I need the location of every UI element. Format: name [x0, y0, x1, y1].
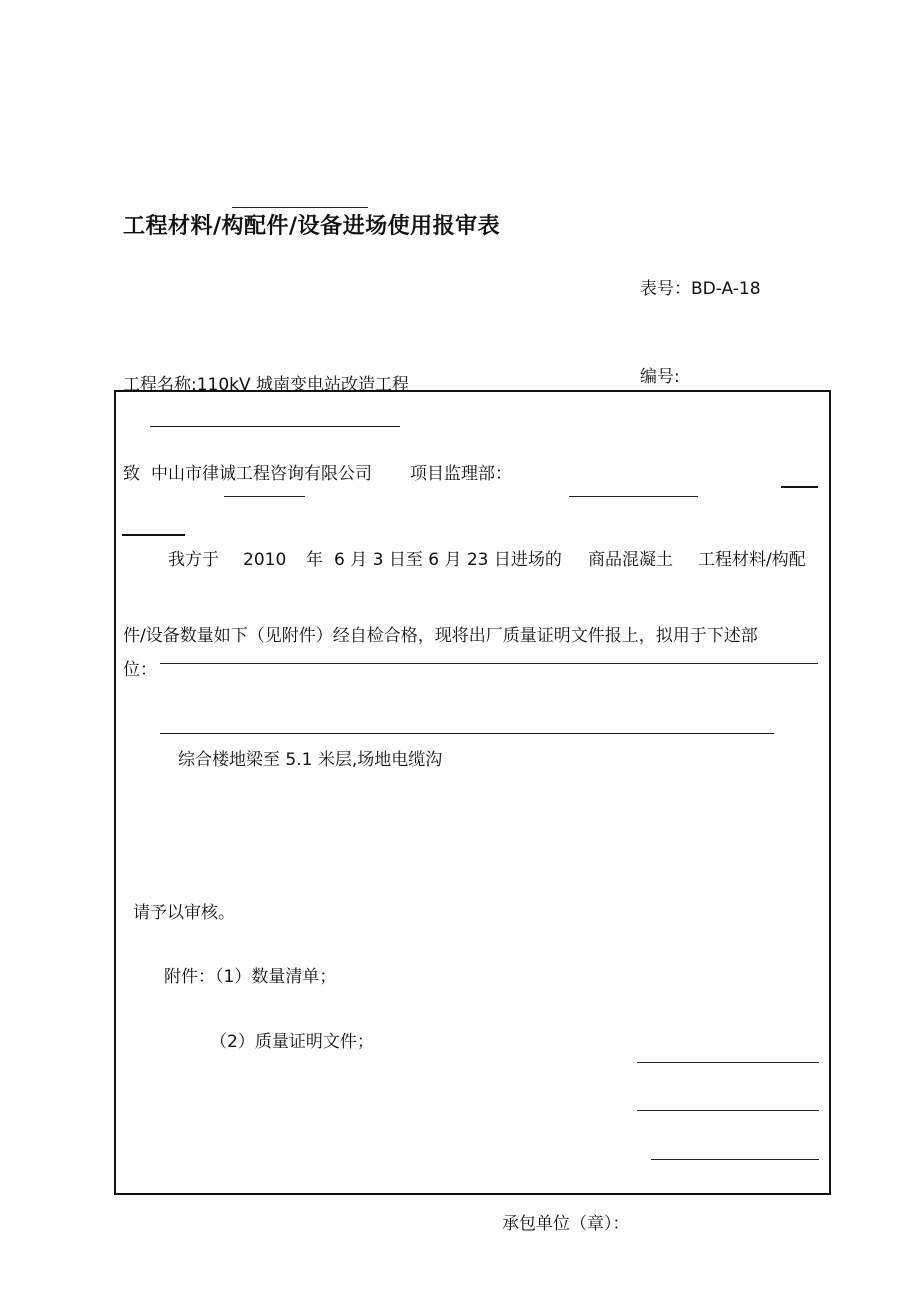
body-intro: 我方于 — [168, 550, 219, 570]
addressee-underline-4 — [122, 534, 185, 536]
supervisor-company: 中山市律诚工程咨询有限公司 — [151, 464, 372, 484]
usage-location: 综合楼地梁至 5.1 米层,场地电缆沟 — [178, 750, 443, 770]
supervisor-department: 项目监理部： — [410, 464, 512, 484]
body-line-2: 件/设备数量如下（见附件）经自检合格，现将出厂质量证明文件报上，拟用于下述部 — [123, 626, 758, 646]
addressee-underline-2 — [569, 496, 698, 497]
material-category: 工程材料/构配 — [698, 550, 806, 570]
location-underline-1 — [160, 663, 818, 664]
signature-line-1 — [637, 1062, 819, 1063]
project-name-underline — [150, 426, 400, 427]
body-line-3: 位： — [123, 660, 157, 680]
entry-year: 2010 — [243, 550, 287, 570]
addressee-underline-3 — [781, 486, 818, 488]
signature-line-2 — [637, 1110, 819, 1111]
addressee-prefix: 致 — [123, 464, 140, 484]
entry-year-unit: 年 — [306, 550, 323, 570]
form-body-box — [114, 390, 831, 1195]
attachment-2: （2）质量证明文件； — [210, 1032, 374, 1052]
contractor-seal-label: 承包单位（章）： — [502, 1214, 630, 1234]
serial-number-label: 编号: — [640, 367, 680, 387]
entry-date-range: 6 月 3 日至 6 月 23 日进场的 — [334, 550, 562, 570]
addressee-underline-1 — [224, 496, 305, 497]
attachment-1: 附件：（1）数量清单； — [164, 967, 337, 987]
project-name: 工程名称:110kV 城南变电站改造工程 — [123, 375, 410, 395]
material-name: 商品混凝土 — [588, 550, 673, 570]
form-number: 表号：BD-A-18 — [640, 279, 761, 299]
location-underline-2 — [160, 733, 774, 734]
signature-line-3 — [651, 1159, 819, 1160]
review-request: 请予以审核。 — [133, 903, 235, 923]
title-overline — [232, 207, 368, 208]
page-title: 工程材料/构配件/设备进场使用报审表 — [123, 214, 501, 239]
